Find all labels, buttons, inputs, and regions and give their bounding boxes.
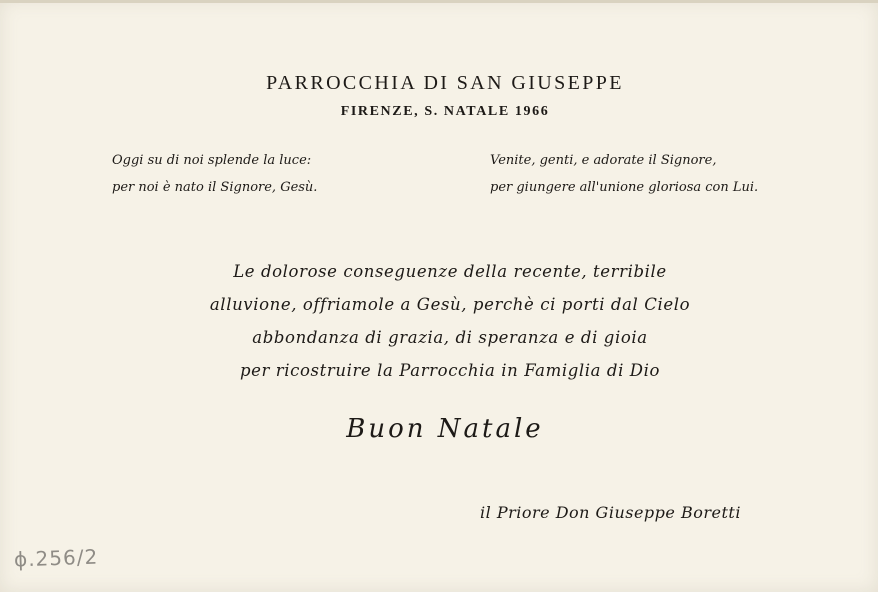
verse-left-line: Oggi su di noi splende la luce: <box>112 153 312 168</box>
message-line: abbondanza di grazia, di speranza e di gioia <box>252 328 648 347</box>
verse-left-line: per noi è nato il Signore, Gesù. <box>112 180 318 195</box>
card-top-edge <box>0 0 878 3</box>
verse-right <box>490 147 758 201</box>
archive-pencil-note: ϕ.256/2 <box>13 544 99 572</box>
place-date-subtitle: FIRENZE, S. NATALE 1966 <box>340 104 550 119</box>
message-line: Le dolorose conseguenze della recente, terribile <box>233 262 667 281</box>
message-line: alluvione, offriamole a Gesù, perchè ci porti dal Cielo <box>209 295 691 314</box>
greeting: Buon Natale <box>346 414 544 444</box>
parish-title: PARROCCHIA DI SAN GIUSEPPE <box>266 72 624 94</box>
signature: il Priore Don Giuseppe Boretti <box>480 503 741 522</box>
verse-left <box>112 147 317 201</box>
message-line: per ricostruire la Parrocchia in Famiglia di Dio <box>239 361 661 380</box>
verse-right-line: Venite, genti, e adorate il Signore, <box>490 153 717 168</box>
message-body <box>0 255 878 387</box>
verse-right-line: per giungere all'unione gloriosa con Lui. <box>490 180 759 195</box>
